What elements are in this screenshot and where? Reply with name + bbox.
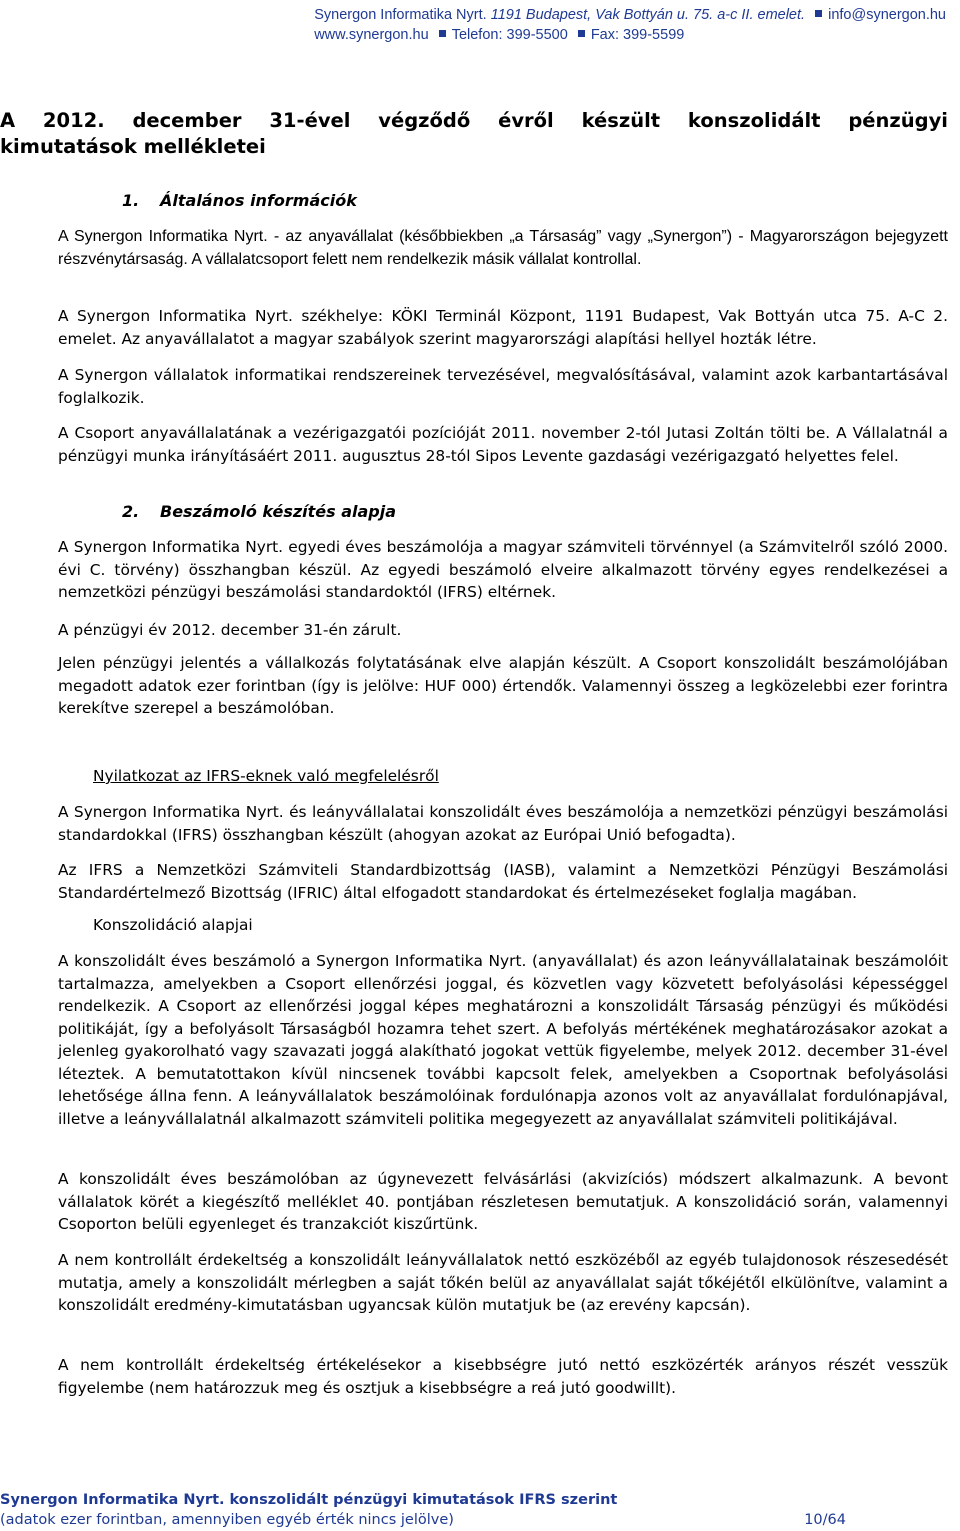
square-bullet-icon: [439, 30, 446, 37]
section-heading-2: [122, 502, 396, 521]
page-footer: [0, 1490, 846, 1530]
paragraph-activity: A Synergon vállalatok informatikai rendszereinek tervezésével, megvalósításával, valamint azok karbantartásával foglalkozik.: [58, 366, 948, 407]
title-line-2: kimutatások mellékletei: [0, 135, 266, 158]
paragraph-going-concern: Jelen pénzügyi jelentés a vállalkozás folytatásának elve alapján készült. A Csoport konszolidált beszámolójában megadott adatok ezer forintban (így is jelölve: HUF 000) értendők. Valamennyi összeg a legközelebbi ezer forintra kerekítve szerepel a beszámolóban.: [58, 654, 948, 717]
section-title: Beszámoló készítés alapja: [160, 502, 397, 521]
paragraph-ifrs-compliance: A Synergon Informatika Nyrt. és leányvállalatai konszolidált éves beszámolója a nemzetközi pénzügyi beszámolási standardokkal (IFRS) összhangban készült (ahogyan azokat az Európai Unió befogadta).: [58, 803, 948, 844]
paragraph-fiscal-year: A pénzügyi év 2012. december 31-én zárult.: [58, 621, 402, 639]
square-bullet-icon: [815, 10, 822, 17]
paragraph-ifrs-definition: Az IFRS a Nemzetközi Számviteli Standardbizottság (IASB), valamint a Nemzetközi Pénzügyi Beszámolási Standardértelmező Bizottság (IFRIC) által elfogadott standardokat és értelmezéseket foglalja magában.: [58, 861, 948, 902]
paragraph-management: A Csoport anyavállalatának a vezérigazgatói pozícióját 2011. november 2-tól Jutasi Zoltán tölti be. A Vállalatnál a pénzügyi munka irányításáért 2011. augusztus 28-tól Sipos Levente gazdasági vezérigazgató helyettes felel.: [58, 424, 948, 465]
paragraph-acquisition-method: A konszolidált éves beszámolóban az úgynevezett felvásárlási (akvizíciós) módszert alkalmazunk. A bevont vállalatok körét a kiegészítő melléklet 40. pontjában részletesen bemutatjuk. A konszolidáció során, valamennyi Csoporton belüli egyenleget és tranzakciót kiszűrtünk.: [58, 1170, 948, 1233]
header-fax: Fax: 399-5599: [590, 27, 685, 43]
page-number: 10/64: [804, 1512, 846, 1528]
square-bullet-icon: [578, 30, 585, 37]
paragraph-company-intro: A Synergon Informatika Nyrt. - az anyavállalat (későbbiekben „a Társaság” vagy „Synergon”) - Magyarországon bejegyzett részvénytársaság. A vállalatcsoport felett nem rendelkezik másik vállalat kontrollal.: [58, 228, 948, 268]
subheading-ifrs-compliance: Nyilatkozat az IFRS-eknek való megfelelésről: [93, 767, 439, 785]
header-website[interactable]: www.synergon.hu: [314, 27, 429, 43]
subheading-consolidation: Konszolidáció alapjai: [93, 916, 253, 934]
paragraph-headquarters: A Synergon Informatika Nyrt. székhelye: KÖKI Terminál Központ, 1191 Budapest, Vak Bottyán utca 75. A-C 2. emelet. Az anyavállalatot a magyar szabályok szerint magyarországi alapítási hellyel hozták létre.: [58, 307, 948, 348]
paragraph-consolidation-scope: A konszolidált éves beszámoló a Synergon Informatika Nyrt. (anyavállalat) és azon leányvállalatainak beszámolóit tartalmazza, amelyekben a Csoport ellenőrzési joggal, és közvetlen vagy közvetett befolyásolási képességgel rendelkezik. A Csoport az ellenőrzési joggal képes meghatározni a konszolidált Társaság pénzügyi és működési politikáját, így a befolyásolt Társaságból hozamra tehet szert. A befolyás mértékének meghatározásakor azokat a jelenleg gyakorolható vagy szavazati joggá alakítható jogokat vettük figyelembe, melyek 2012. december 31-ével léteztek. A bemutatottakon kívül nincsenek további kapcsolt felek, amelyekben a Csoportnak befolyásolási lehetősége állna fenn. A leányvállalatok beszámolóinak fordulónapja azonos volt az anyavállalat fordulónapjával, illetve a leányvállalatnál alkalmazott számviteli politika megegyezett az anyavállalat számviteli politikájával.: [58, 952, 948, 1128]
footer-note: (adatok ezer forintban, amennyiben egyéb érték nincs jelölve): [0, 1512, 454, 1528]
section-heading-1: [122, 191, 357, 210]
title-line-1: A 2012. december 31-ével végződő évről készült konszolidált pénzügyi: [0, 109, 948, 132]
section-number: 2.: [122, 502, 140, 521]
paragraph-nci-valuation: A nem kontrollált érdekeltség értékelésekor a kisebbségre jutó nettó eszközérték arányos részét vesszük figyelembe (nem határozzuk meg és osztjuk a kisebbségre a reá jutó goodwillt).: [58, 1356, 948, 1397]
header-address: 1191 Budapest, Vak Bottyán u. 75. a-c II. emelet.: [490, 7, 806, 23]
header-company: Synergon Informatika Nyrt.: [314, 7, 487, 23]
page-header: [314, 5, 946, 45]
header-phone: Telefon: 399-5500: [451, 27, 568, 43]
header-line-2: [314, 25, 946, 45]
paragraph-non-controlling-interest: A nem kontrollált érdekeltség a konszolidált leányvállalatok nettó eszközéből az egyéb tulajdonosok részesedését mutatja, amely a konszolidált mérlegben a saját tőkén belül az anyavállalat saját tőkéjétől elkülönítve, valamint a konszolidált eredmény-kimutatásban ugyancsak külön mutatjuk be (az erevény kapcsán).: [58, 1251, 948, 1314]
section-title: Általános információk: [160, 191, 357, 210]
document-title: [0, 108, 948, 160]
header-line-1: [314, 5, 946, 25]
paragraph-annual-report: A Synergon Informatika Nyrt. egyedi éves beszámolója a magyar számviteli törvénnyel (a Számvitelről szóló 2000. évi C. törvény) összhangban készül. Az egyedi beszámoló elveire alkalmazott törvény egyes rendelkezései a nemzetközi pénzügyi beszámolási standardoktól (IFRS) eltérnek.: [58, 538, 948, 601]
footer-title: Synergon Informatika Nyrt. konszolidált pénzügyi kimutatások IFRS szerint: [0, 1492, 618, 1508]
header-email[interactable]: info@synergon.hu: [828, 7, 946, 23]
section-number: 1.: [122, 191, 140, 210]
